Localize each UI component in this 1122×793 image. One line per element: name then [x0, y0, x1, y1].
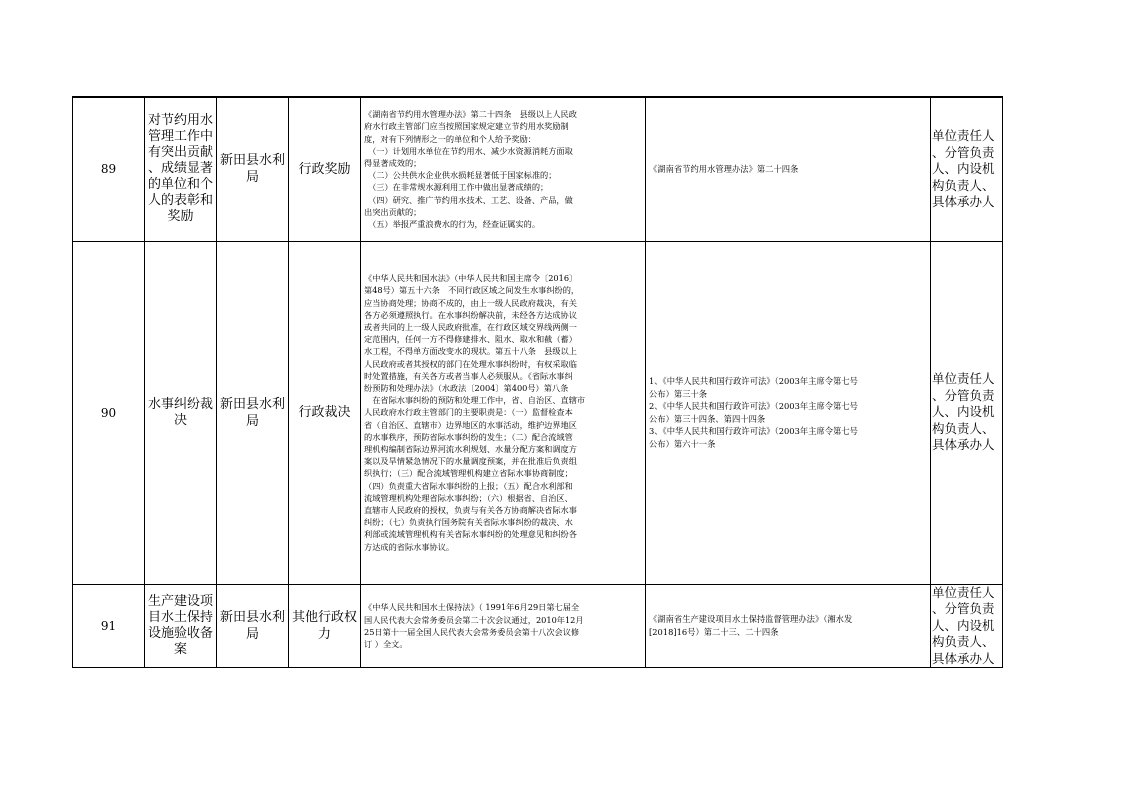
text-line: 理机构编制省际边界河流水利规划、水量分配方案和调度方	[364, 444, 577, 454]
text-line: 《中华人民共和国水土保持法》（ 1991年6月29日第七届全	[364, 602, 580, 613]
text-line: 方达成的省际水事协议。	[364, 541, 455, 552]
text-line: 具体承办人	[932, 194, 995, 209]
text-line: 或者共同的上一级人民政府批准，在行政区域交界线两侧一	[364, 321, 577, 332]
text-line: 新田县水利	[219, 153, 285, 169]
text-line: 人、内设机	[932, 617, 995, 633]
text-line: 《湖南省节约用水管理办法》第二十四条 县级以上人民政	[364, 109, 577, 120]
text-line: 奖励	[167, 209, 194, 225]
text-line: 在省际水事纠纷的预防和处理工作中，省、自治区、直辖市	[364, 395, 586, 406]
text-line: 人民政府或者其授权的部门在处理水事纠纷时，有权采取临	[364, 358, 577, 369]
row-number: 89	[73, 97, 145, 241]
text-line: 力	[317, 626, 331, 642]
text-line: 水工程，不得单方面改变水的现状。第五十八条 县级以上	[364, 346, 577, 357]
text-line: 、分管负责	[932, 601, 995, 616]
text-line: 单位责任人	[932, 584, 995, 600]
text-line: 《中华人民共和国水法》（中华人民共和国主席令〔2016〕	[364, 273, 578, 284]
text-line: 人民政府水行政主管部门的主要职责是：（一）监督检查本	[364, 407, 573, 418]
legal-basis	[361, 97, 646, 241]
text-line: 2、《中华人民共和国行政许可法》（2003年主席令第七号	[649, 401, 858, 411]
text-line: 构负责人、	[932, 634, 995, 649]
text-line: 《湖南省节约用水管理办法》第二十四条	[649, 164, 799, 174]
text-line: 公布）第六十一条	[649, 438, 716, 449]
text-line: 案	[173, 641, 187, 657]
text-line: 定范围内，任何一方不得修建排水、阻水、取水和截（蓄）	[364, 334, 577, 345]
text-line: 对节约用水	[147, 113, 213, 129]
text-line: 公布）第三十四条、第四十四条	[649, 413, 766, 424]
item-name	[145, 97, 217, 241]
text-line: （三）在非常规水源利用工作中做出显著成绩的；	[364, 182, 549, 193]
text-line: 目水土保持	[147, 609, 213, 625]
text-line: 纷预防和处理办法》（水政法〔2004〕第400号）第八条	[364, 382, 569, 393]
text-line: 公布）第三十条	[649, 388, 708, 399]
text-line: 生产建设项	[147, 593, 213, 609]
text-line: 订 ）全文。	[364, 638, 408, 649]
table-row	[73, 97, 1003, 241]
accountability-basis	[646, 241, 931, 584]
power-type	[289, 584, 361, 668]
text-line: 25日第十一届全国人民代表大会常务委员会第十八次会议修	[364, 626, 580, 637]
text-line: 管理工作中	[147, 129, 213, 145]
text-line: 单位责任人	[932, 128, 995, 143]
text-line: 具体承办人	[932, 650, 995, 666]
row-number: 90	[73, 241, 145, 584]
power-type	[289, 97, 361, 241]
text-line: 案以及旱情紧急情况下的水量调度预案，并在批准后负责组	[364, 456, 577, 467]
text-line: 决	[173, 412, 187, 428]
text-line: 其他行政权	[291, 609, 357, 625]
text-line: 有突出贡献	[147, 145, 213, 161]
text-line: 3、《中华人民共和国行政许可法》（2003年主席令第七号	[649, 426, 858, 436]
text-line: 人、内设机	[932, 161, 995, 176]
text-line: 出突出贡献的；	[364, 206, 422, 217]
legal-basis	[361, 584, 646, 668]
text-line: 第48号）第五十六条 不同行政区域之间发生水事纠纷的，	[364, 285, 580, 296]
text-line: 府水行政主管部门应当按照国家规定建立节约用水奖励制	[364, 121, 569, 132]
accountability-basis	[646, 97, 931, 241]
text-line: 应当协商处理；协商不成的，由上一级人民政府裁决，有关	[364, 297, 577, 308]
text-line: 、分管负责	[932, 144, 995, 160]
text-line: （一）计划用水单位在节约用水、减少水资源消耗方面取	[364, 145, 573, 156]
text-line: 省（自治区、直辖市）边界地区的水事活动，维护边界地区	[364, 419, 577, 430]
text-line: 、分管负责	[932, 387, 995, 403]
text-line: 构负责人、	[932, 420, 995, 436]
responsible-persons	[931, 584, 1003, 668]
text-line: 织执行；（三）配合流域管理机构建立省际水事协商制度；	[364, 468, 573, 479]
text-line: 各方必须遵照执行。在水事纠纷解决前，未经各方达成协议	[364, 309, 577, 320]
text-line: [2018]16号）第二十三、二十四条	[649, 626, 779, 637]
item-name	[145, 241, 217, 584]
text-line: 行政奖励	[298, 161, 351, 177]
text-line: 利部或流域管理机构有关省际水事纠纷的处理意见和纠纷各	[364, 529, 577, 540]
row-number: 91	[73, 584, 145, 668]
text-line: 纠纷；（七）负责执行国务院有关省际水事纠纷的裁决、水	[364, 517, 573, 528]
text-line: 《湖南省生产建设项目水土保持监督管理办法》（湘水发	[649, 614, 853, 625]
text-line: 新田县水利	[219, 609, 285, 625]
text-line: 行政裁决	[298, 405, 351, 420]
text-line: 水事纠纷裁	[147, 396, 213, 412]
text-line: （四）研究、推广节约用水技术、工艺、设备、产品，做	[364, 194, 573, 205]
power-list-table	[72, 96, 1003, 668]
text-line: （五）举报严重浪费水的行为，经查证属实的。	[364, 219, 541, 230]
text-line: 构负责人、	[932, 177, 995, 193]
item-name	[145, 584, 217, 668]
legal-basis	[361, 241, 646, 584]
text-line: 的单位和个	[147, 177, 213, 193]
power-type	[289, 241, 361, 584]
department	[217, 241, 289, 584]
text-line: （二）公共供水企业供水损耗显著低于国家标准的；	[364, 170, 557, 181]
text-line: 1、《中华人民共和国行政许可法》（2003年主席令第七号	[649, 376, 858, 386]
text-line: 人的表彰和	[147, 193, 213, 209]
text-line: 局	[245, 413, 259, 429]
text-line: 单位责任人	[932, 371, 995, 387]
accountability-basis	[646, 584, 931, 668]
department	[217, 97, 289, 241]
table-row	[73, 241, 1003, 584]
department	[217, 584, 289, 668]
text-line: 新田县水利	[219, 396, 285, 412]
text-line: 人、内设机	[932, 404, 995, 420]
text-line: （四）负责重大省际水事纠纷的上报；（五）配合水利部和	[364, 480, 573, 491]
text-line: 直辖市人民政府的授权，负责与有关各方协商解决省际水事	[364, 505, 577, 516]
text-line: 时处置措施，有关各方或者当事人必须服从。《省际水事纠	[364, 370, 573, 381]
responsible-persons	[931, 241, 1003, 584]
text-line: 具体承办人	[932, 437, 995, 453]
responsible-persons	[931, 97, 1003, 241]
text-line: 国人民代表大会常务委员会第二十次会议通过，2010年12月	[364, 614, 584, 625]
text-line: 流域管理机构处理省际水事纠纷；（六）根据省、自治区、	[364, 492, 573, 503]
text-line: 的水事秩序，预防省际水事纠纷的发生；（二）配合流域管	[364, 431, 573, 442]
text-line: 、成绩显著	[147, 161, 213, 177]
table-row	[73, 584, 1003, 668]
text-line: 局	[245, 626, 259, 642]
text-line: 得显著成效的；	[364, 158, 422, 169]
text-line: 度，对有下列情形之一的单位和个人给予奖励：	[364, 133, 536, 144]
text-line: 局	[245, 170, 259, 186]
text-line: 设施验收备	[147, 625, 213, 641]
